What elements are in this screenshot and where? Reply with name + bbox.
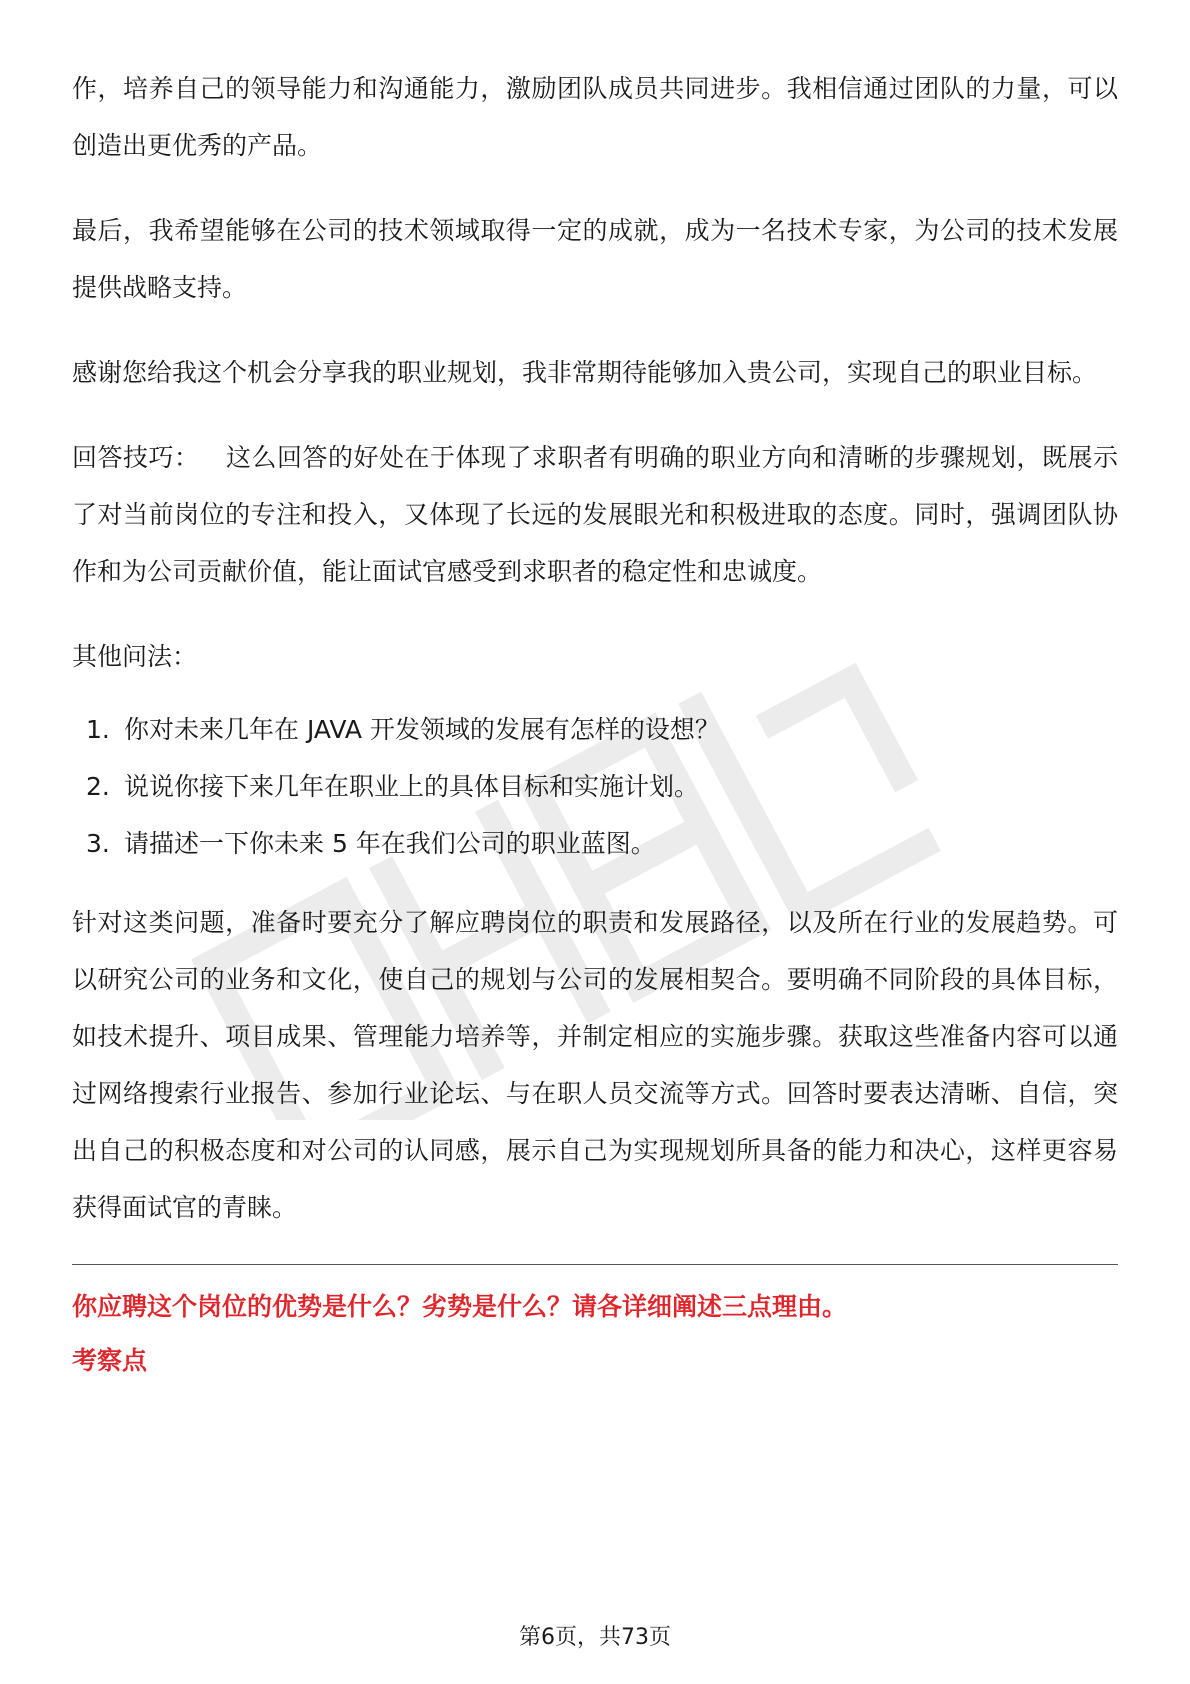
list-item-number: 1. — [86, 715, 110, 744]
list-item-number: 2. — [86, 772, 110, 801]
next-question-title: 你应聘这个岗位的优势是什么？劣势是什么？请各详细阐述三点理由。 — [72, 1292, 848, 1321]
paragraph-technical-expert: 最后，我希望能够在公司的技术领域取得一定的成就，成为一名技术专家，为公司的技术发展提供战略支持。 — [72, 216, 1118, 302]
list-item-text: 你对未来几年在 JAVA 开发领域的发展有怎样的设想？ — [124, 715, 720, 744]
evaluation-point-heading: 考察点 — [72, 1346, 148, 1375]
list-item-number: 3. — [86, 829, 110, 858]
list-item — [86, 701, 1118, 758]
other-questions-heading: 其他问法： — [72, 642, 198, 671]
answer-tip-label: 回答技巧： — [72, 443, 200, 472]
paragraph-teamwork: 作，培养自己的领导能力和沟通能力，激励团队成员共同进步。我相信通过团队的力量，可以创造出更优秀的产品。 — [72, 74, 1118, 160]
other-questions-list — [72, 701, 1118, 872]
document-page — [72, 60, 1118, 1389]
preparation-advice: 针对这类问题，准备时要充分了解应聘岗位的职责和发展路径，以及所在行业的发展趋势。可以研究公司的业务和文化，使自己的规划与公司的发展相契合。要明确不同阶段的具体目标，如技术提升、项目成果、管理能力培养等，并制定相应的实施步骤。获取这些准备内容可以通过网络搜索行业报告、参加行业论坛、与在职人员交流等方式。回答时要表达清晰、自信，突出自己的积极态度和对公司的认同感，展示自己为实现规划所具备的能力和决心，这样更容易获得面试官的青睐。 — [72, 908, 1118, 1222]
answer-tip — [72, 429, 1118, 600]
list-item-text: 请描述一下你未来 5 年在我们公司的职业蓝图。 — [124, 829, 656, 858]
page-number-footer: 第6页，共73页 — [519, 1625, 671, 1650]
section-divider — [72, 1264, 1118, 1265]
answer-tip-text: 这么回答的好处在于体现了求职者有明确的职业方向和清晰的步骤规划，既展示了对当前岗位的专注和投入，又体现了长远的发展眼光和积极进取的态度。同时，强调团队协作和为公司贡献价值，能让面试官感受到求职者的稳定性和忠诚度。 — [72, 443, 1118, 586]
list-item — [86, 758, 1118, 815]
list-item-text: 说说你接下来几年在职业上的具体目标和实施计划。 — [124, 772, 700, 801]
list-item — [86, 815, 1118, 872]
paragraph-thanks: 感谢您给我这个机会分享我的职业规划，我非常期待能够加入贵公司，实现自己的职业目标。 — [72, 358, 1098, 387]
